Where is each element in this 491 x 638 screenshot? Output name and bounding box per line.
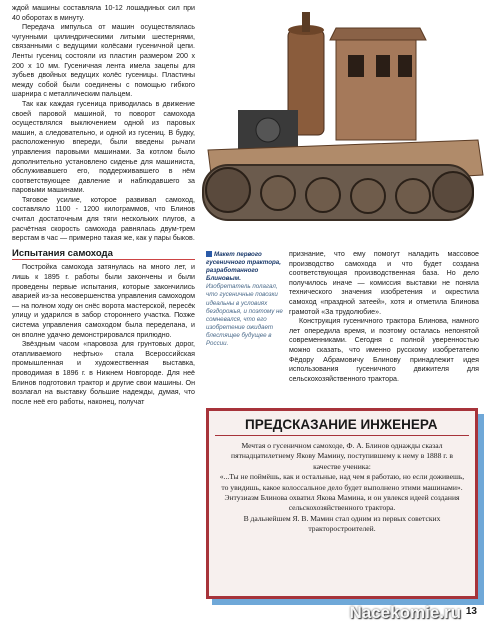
prediction-line: В дальнейшем Я. В. Мамин стал одним из первых советских тракторостроителей. [243, 513, 441, 534]
page-number: 13 [465, 606, 477, 617]
tractor-model-photo [198, 0, 491, 248]
watermark: Nacekomie.ru [349, 603, 461, 622]
right-text-column [289, 250, 479, 384]
prediction-line: Мечтая о гусеничном самоходе, Ф. А. Блинов однажды сказал пятнадцатилетнему Якову Мамину, поступившему к нему в 1888 г. в качестве ученика: [231, 441, 453, 471]
caption-lead: Макет первого гусеничного трактора, разработанного Блиновым. [206, 251, 281, 283]
paragraph: Постройка самохода затянулась на много лет, и лишь к 1895 г. работы были закончены и были проведены первые испытания, которые закончились аварией из-за несовершенства управления самоходом — на полном ходу он снёс ворота мастерской, пересёк улицу и ударился в забор стороннего участка. Позже система управления самоходом была переделана, и он вполне удачно демонстрировался прилюдно. [12, 263, 195, 339]
paragraph: Тяговое усилие, которое развивал самоход, составляло 1100 - 1200 килограммов, что Блинов считал достаточным для тяги нескольких плугов, а расчётная скорость самохода равнялась двум-трем верстам в час — примерно такая же, как у пары быков. [12, 195, 195, 243]
paragraph: Передача импульса от машин осуществлялась чугунными цилиндрическими литыми шестернями, связанными с ведущими колёсами гусеничной цепи. Ленты гусениц состояли из пластин размером 200 х 200 х 10 мм. Гусеничная лента имела зацепы для зубьев двойных ведущих колёс гусеницы. Пластины между собой были соединены с помощью гибкого шарнира с металлическим пальцем. [12, 23, 195, 99]
section-heading: Испытания самохода [12, 249, 195, 261]
paragraph: признание, что ему помогут наладить массовое производство самохода и что будет создана соответствующая производственная база. Но дело получилось иначе — комиссия выставки не поняла технического значения изобретения и окрестила самоход «праздной затеей», хотя и отметила Блинова грамотой «За трудолюбие». [289, 250, 479, 316]
prediction-title: ПРЕДСКАЗАНИЕ ИНЖЕНЕРА [215, 411, 469, 436]
prediction-text [209, 436, 475, 535]
paragraph: Так как каждая гусеница приводилась в движение своей паровой машиной, то поворот самохода осуществлялся выключением одной из паровых машин, а следовательно, и одной из гусениц. В будку, расположенную впереди, были введены рычаги управления паровыми машинами. За котлом было дополнительно установлено сиденье для машиниста, обслуживавшего его, поддерживавшего в нём соответствующее давление и наблюдавшего за паровыми машинами. [12, 99, 195, 195]
paragraph: Звёздным часом «паровоза для грунтовых дорог, отапливаемого нефтью» стала Всероссийская промышленная и художественная выставка, проводимая в 1896 г. в Нижнем Новгороде. Для неё Блинов подготовил трактор и другие свои машины. Он возлагал на выставку большие надежды, думая, что после неё его работы, наконец, получат [12, 340, 195, 406]
paragraph: ждой машины составляла 10-12 лошадиных сил при 40 оборотах в минуту. [12, 4, 195, 22]
caption-text: Изобретатель полагал, что гусеничные повозки идеальны в условиях бездорожья, и поэтому не сомневался, что его изобретение ожидает блестящее будущее в России. [206, 283, 283, 348]
paragraph: Конструкция гусеничного трактора Блинова, намного лет опередила время, и поэтому осталась непонятой современниками. Сегодня с полной уверенностью можно сказать, что именно русскому изобретателю Фёдору Абрамовичу Блинову принадлежит идея использования гусеничного движителя для сельскохозяйственного трактора. [289, 317, 479, 383]
left-text-column [12, 4, 195, 407]
prediction-sidebar-box [206, 408, 478, 599]
prediction-line: «...Ты не поймёшь, как и остальные, над чем я работаю, но если доживешь, то увидишь, какое колоссальное дело будет выполнено этими машинами». Энтузиазм Блинова охватил Якова Мамина, и он увлекся идеей создания сельскохозяйственного трактора. [219, 472, 465, 513]
photo-caption [206, 251, 284, 348]
caption-marker-icon [206, 251, 212, 257]
